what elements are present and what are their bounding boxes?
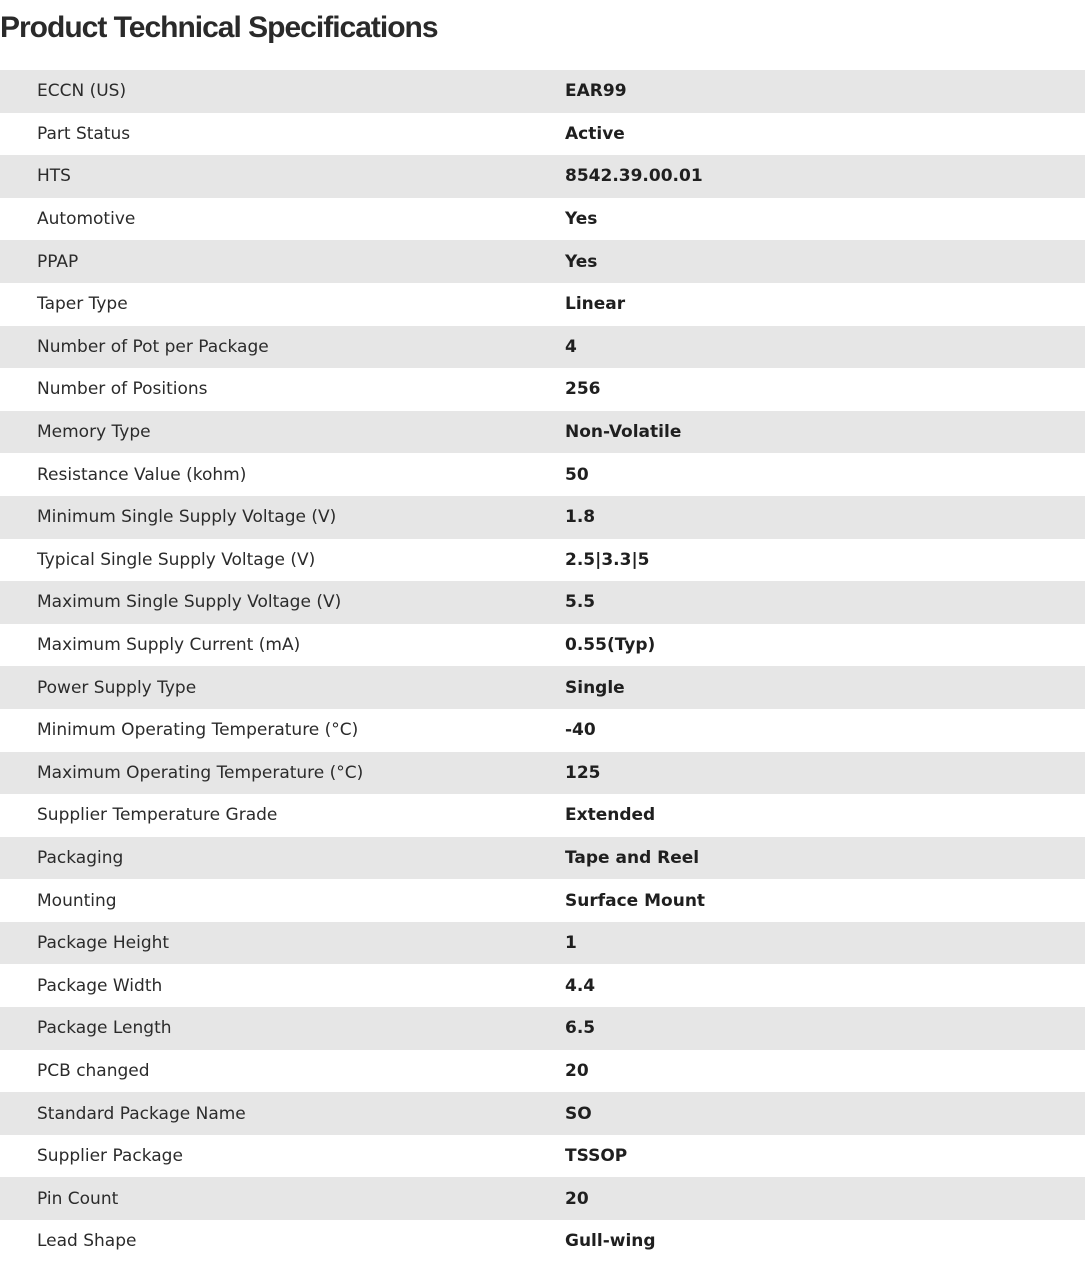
spec-label: Package Width xyxy=(37,975,163,996)
spec-value: 0.55(Typ) xyxy=(565,635,656,656)
spec-row xyxy=(0,581,1085,624)
spec-row xyxy=(0,666,1085,709)
spec-value: Gull-wing xyxy=(565,1231,656,1252)
spec-row xyxy=(0,752,1085,795)
spec-label: Number of Positions xyxy=(37,379,208,400)
spec-value: 4 xyxy=(565,336,577,357)
spec-value: 256 xyxy=(565,379,601,400)
spec-row xyxy=(0,70,1085,113)
spec-value: 6.5 xyxy=(565,1018,596,1039)
spec-row xyxy=(0,1007,1085,1050)
spec-label: Minimum Single Supply Voltage (V) xyxy=(37,507,337,528)
spec-value: 5.5 xyxy=(565,592,596,613)
spec-row xyxy=(0,539,1085,582)
spec-value: Extended xyxy=(565,805,656,826)
spec-value: 50 xyxy=(565,464,589,485)
spec-value: Surface Mount xyxy=(565,890,706,911)
spec-row xyxy=(0,624,1085,667)
spec-label: PCB changed xyxy=(37,1060,150,1081)
spec-value: -40 xyxy=(565,720,596,741)
spec-label: Maximum Operating Temperature (°C) xyxy=(37,762,364,783)
spec-table xyxy=(0,70,1085,1263)
spec-label: Power Supply Type xyxy=(37,677,197,698)
spec-row xyxy=(0,1177,1085,1220)
spec-value: EAR99 xyxy=(565,81,627,102)
spec-row xyxy=(0,837,1085,880)
spec-label: Automotive xyxy=(37,209,136,230)
spec-row xyxy=(0,326,1085,369)
spec-row xyxy=(0,964,1085,1007)
spec-row xyxy=(0,113,1085,156)
spec-row xyxy=(0,1135,1085,1178)
spec-value: Single xyxy=(565,677,625,698)
spec-label: Lead Shape xyxy=(37,1231,137,1252)
spec-row xyxy=(0,1050,1085,1093)
spec-label: Mounting xyxy=(37,890,117,911)
spec-label: Minimum Operating Temperature (°C) xyxy=(37,720,359,741)
spec-label: Packaging xyxy=(37,847,124,868)
spec-label: Maximum Supply Current (mA) xyxy=(37,635,301,656)
spec-row xyxy=(0,368,1085,411)
spec-row xyxy=(0,198,1085,241)
spec-label: Pin Count xyxy=(37,1188,119,1209)
spec-value: SO xyxy=(565,1103,592,1124)
spec-value: TSSOP xyxy=(565,1146,628,1167)
spec-value: 1.8 xyxy=(565,507,596,528)
spec-row xyxy=(0,879,1085,922)
spec-value: 4.4 xyxy=(565,975,596,996)
spec-value: Active xyxy=(565,123,625,144)
spec-label: Part Status xyxy=(37,123,131,144)
spec-row xyxy=(0,240,1085,283)
spec-label: Typical Single Supply Voltage (V) xyxy=(37,549,316,570)
spec-row xyxy=(0,1220,1085,1263)
spec-label: Supplier Temperature Grade xyxy=(37,805,278,826)
spec-row xyxy=(0,411,1085,454)
spec-value: Yes xyxy=(565,251,598,272)
spec-row xyxy=(0,496,1085,539)
spec-value: 20 xyxy=(565,1060,589,1081)
spec-row xyxy=(0,283,1085,326)
spec-value: 20 xyxy=(565,1188,589,1209)
page-title: Product Technical Specifications xyxy=(0,11,438,44)
spec-value: 1 xyxy=(565,933,577,954)
spec-label: PPAP xyxy=(37,251,79,272)
spec-label: Resistance Value (kohm) xyxy=(37,464,247,485)
spec-row xyxy=(0,709,1085,752)
spec-row xyxy=(0,453,1085,496)
spec-row xyxy=(0,1092,1085,1135)
spec-label: HTS xyxy=(37,166,71,187)
spec-label: Package Length xyxy=(37,1018,172,1039)
spec-label: ECCN (US) xyxy=(37,81,127,102)
spec-row xyxy=(0,794,1085,837)
spec-value: 2.5|3.3|5 xyxy=(565,549,650,570)
spec-label: Standard Package Name xyxy=(37,1103,246,1124)
spec-value: 125 xyxy=(565,762,601,783)
spec-label: Taper Type xyxy=(37,294,128,315)
spec-value: 8542.39.00.01 xyxy=(565,166,703,187)
spec-value: Yes xyxy=(565,209,598,230)
spec-label: Maximum Single Supply Voltage (V) xyxy=(37,592,342,613)
spec-label: Memory Type xyxy=(37,422,151,443)
spec-label: Supplier Package xyxy=(37,1146,183,1167)
spec-label: Package Height xyxy=(37,933,170,954)
spec-label: Number of Pot per Package xyxy=(37,336,269,357)
spec-value: Non-Volatile xyxy=(565,422,682,443)
spec-row xyxy=(0,922,1085,965)
spec-value: Linear xyxy=(565,294,626,315)
spec-row xyxy=(0,155,1085,198)
spec-value: Tape and Reel xyxy=(565,847,700,868)
